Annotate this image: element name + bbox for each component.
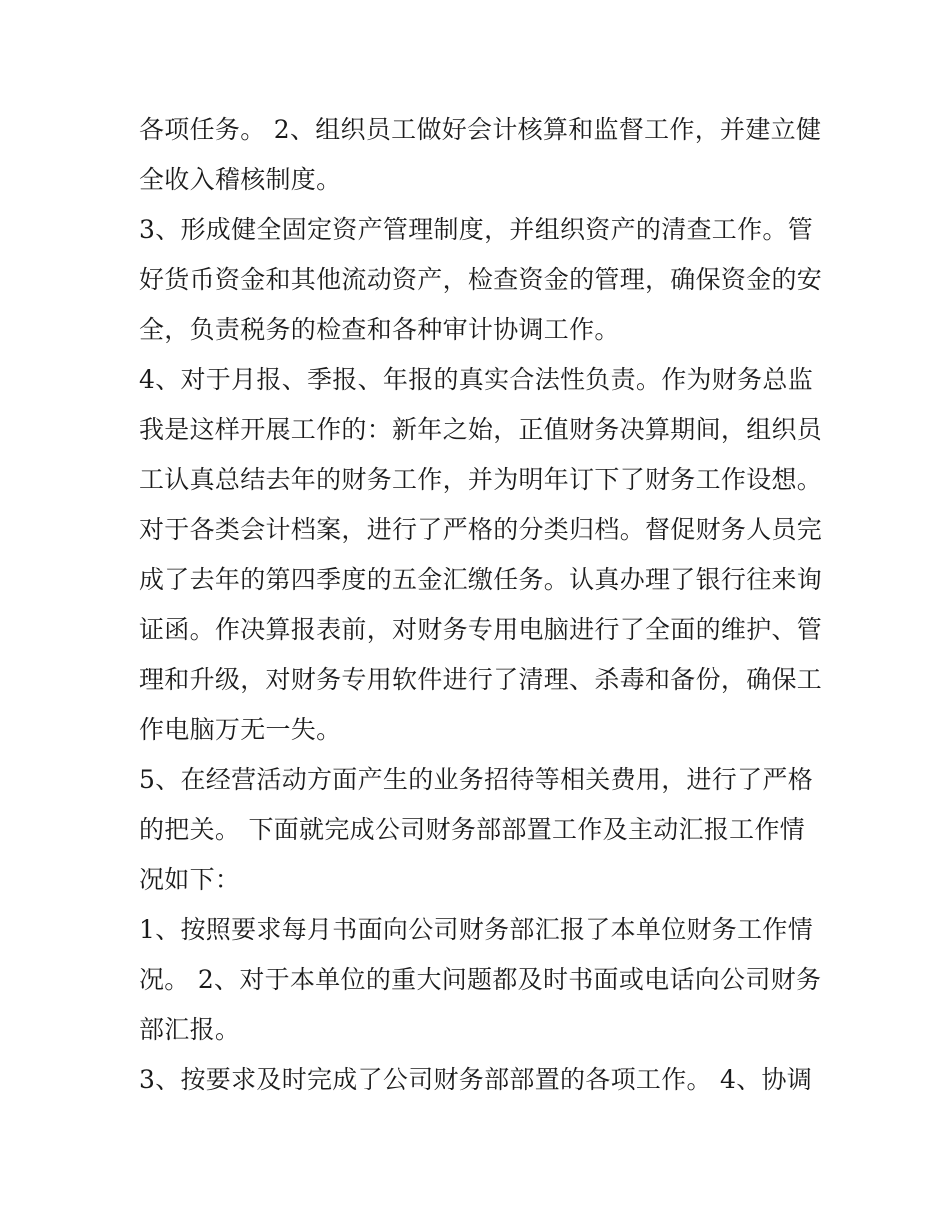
text-line: 3、形成健全固定资产管理制度，并组织资产的清查工作。管 — [139, 215, 814, 244]
text-line: 况如下： — [139, 865, 241, 894]
text-line: 成了去年的第四季度的五金汇缴任务。认真办理了银行往来询 — [139, 565, 823, 594]
text-line: 各项任务。 2、组织员工做好会计核算和监督工作，并建立健 — [139, 115, 822, 144]
text-line: 全收入稽核制度。 — [139, 165, 342, 194]
text-line: 全，负责税务的检查和各种审计协调工作。 — [139, 315, 620, 344]
text-line: 部汇报。 — [139, 1015, 241, 1044]
text-line: 作电脑万无一失。 — [139, 715, 342, 744]
text-line: 4、对于月报、季报、年报的真实合法性负责。作为财务总监 — [139, 365, 814, 394]
text-line: 我是这样开展工作的：新年之始，正值财务决算期间，组织员 — [139, 415, 823, 444]
document-body — [139, 108, 823, 1108]
text-line: 的把关。 下面就完成公司财务部部置工作及主动汇报工作情 — [139, 815, 806, 844]
text-line: 工认真总结去年的财务工作，并为明年订下了财务工作设想。 — [139, 465, 823, 494]
text-line: 3、按要求及时完成了公司财务部部置的各项工作。 4、协调 — [139, 1065, 813, 1094]
text-line: 证函。作决算报表前，对财务专用电脑进行了全面的维护、管 — [139, 615, 823, 644]
text-line: 理和升级，对财务专用软件进行了清理、杀毒和备份，确保工 — [139, 665, 823, 694]
text-line: 5、在经营活动方面产生的业务招待等相关费用，进行了严格 — [139, 765, 814, 794]
text-line: 况。 2、对于本单位的重大问题都及时书面或电话向公司财务 — [139, 965, 822, 994]
text-line: 好货币资金和其他流动资产，检查资金的管理，确保资金的安 — [139, 265, 823, 294]
text-line: 1、按照要求每月书面向公司财务部汇报了本单位财务工作情 — [139, 915, 814, 944]
text-line: 对于各类会计档案，进行了严格的分类归档。督促财务人员完 — [139, 515, 823, 544]
